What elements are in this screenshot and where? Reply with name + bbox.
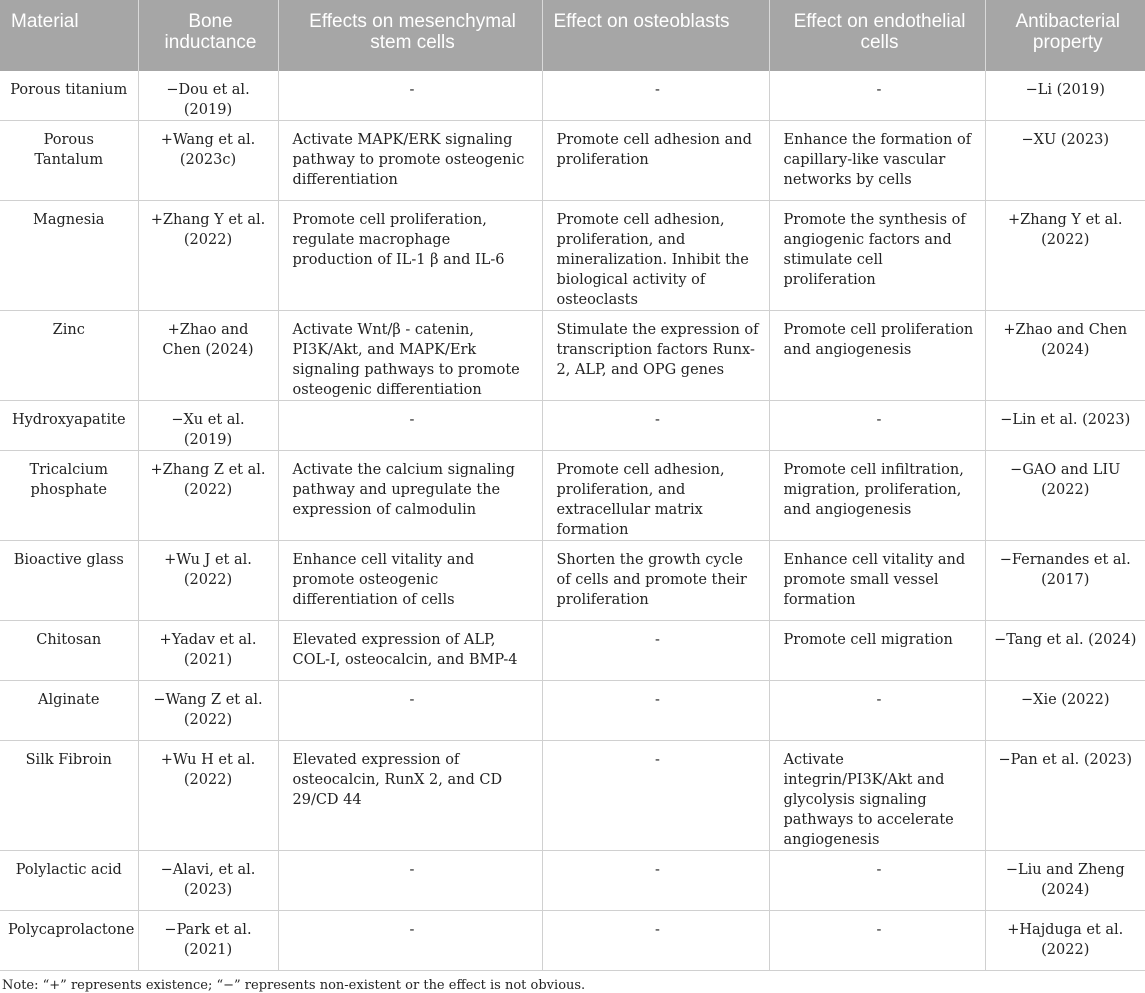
header-bone-inductance: Bone inductance — [138, 0, 278, 71]
endothelial-effect-cell: Promote cell migration — [769, 621, 985, 681]
material-cell: Hydroxyapatite — [0, 401, 138, 451]
msc-effect-cell: - — [278, 401, 542, 451]
bone-inductance-cell: +Yadav et al. (2021) — [138, 621, 278, 681]
header-osteoblasts: Effect on osteoblasts — [542, 0, 769, 71]
osteoblast-effect-cell: Promote cell adhesion, proliferation, and extracellular matrix formation — [542, 451, 769, 541]
table-row — [0, 401, 1145, 451]
antibacterial-cell: +Hajduga et al. (2022) — [985, 911, 1145, 971]
antibacterial-cell: +Zhao and Chen (2024) — [985, 311, 1145, 401]
msc-effect-cell: - — [278, 851, 542, 911]
material-cell: Polycaprolactone — [0, 911, 138, 971]
table-row — [0, 451, 1145, 541]
bone-inductance-cell: +Zhang Y et al. (2022) — [138, 201, 278, 311]
msc-effect-cell: Enhance cell vitality and promote osteogenic differentiation of cells — [278, 541, 542, 621]
table-row — [0, 911, 1145, 971]
endothelial-effect-cell: Promote cell infiltration, migration, proliferation, and angiogenesis — [769, 451, 985, 541]
material-cell: Polylactic acid — [0, 851, 138, 911]
material-cell: Zinc — [0, 311, 138, 401]
table-row — [0, 311, 1145, 401]
bone-inductance-cell: +Wang et al. (2023c) — [138, 121, 278, 201]
table-row — [0, 851, 1145, 911]
table-row — [0, 741, 1145, 851]
osteoblast-effect-cell: - — [542, 911, 769, 971]
antibacterial-cell: −Tang et al. (2024) — [985, 621, 1145, 681]
osteoblast-effect-cell: Stimulate the expression of transcription factors Runx-2, ALP, and OPG genes — [542, 311, 769, 401]
msc-effect-cell: Promote cell proliferation, regulate macrophage production of IL-1 β and IL-6 — [278, 201, 542, 311]
osteoblast-effect-cell: Promote cell adhesion and proliferation — [542, 121, 769, 201]
msc-effect-cell: - — [278, 681, 542, 741]
endothelial-effect-cell: - — [769, 851, 985, 911]
table-row — [0, 121, 1145, 201]
table-row — [0, 541, 1145, 621]
header-msc: Effects on mesenchymal stem cells — [278, 0, 542, 71]
osteoblast-effect-cell: - — [542, 621, 769, 681]
material-cell: Silk Fibroin — [0, 741, 138, 851]
antibacterial-cell: −Lin et al. (2023) — [985, 401, 1145, 451]
table-row — [0, 621, 1145, 681]
material-cell: Alginate — [0, 681, 138, 741]
bone-inductance-cell: +Zhang Z et al. (2022) — [138, 451, 278, 541]
table-body — [0, 71, 1145, 971]
material-cell: Porous titanium — [0, 71, 138, 121]
table-note: Note: “+” represents existence; “−” represents non-existent or the effect is not obvious. — [2, 978, 586, 993]
endothelial-effect-cell: - — [769, 71, 985, 121]
osteoblast-effect-cell: - — [542, 71, 769, 121]
header-material: Material — [0, 0, 138, 71]
osteoblast-effect-cell: - — [542, 741, 769, 851]
header-endothelial: Effect on endothelial cells — [769, 0, 985, 71]
msc-effect-cell: Elevated expression of osteocalcin, RunX 2, and CD 29/CD 44 — [278, 741, 542, 851]
material-cell: Chitosan — [0, 621, 138, 681]
antibacterial-cell: −Fernandes et al. (2017) — [985, 541, 1145, 621]
bone-inductance-cell: −Dou et al. (2019) — [138, 71, 278, 121]
bone-inductance-cell: +Wu H et al. (2022) — [138, 741, 278, 851]
osteoblast-effect-cell: Shorten the growth cycle of cells and promote their proliferation — [542, 541, 769, 621]
endothelial-effect-cell: Enhance cell vitality and promote small vessel formation — [769, 541, 985, 621]
osteoblast-effect-cell: - — [542, 401, 769, 451]
header-antibacterial: Antibacterial property — [985, 0, 1145, 71]
endothelial-effect-cell: Activate integrin/PI3K/Akt and glycolysis signaling pathways to accelerate angiogenesis — [769, 741, 985, 851]
bone-inductance-cell: −Park et al. (2021) — [138, 911, 278, 971]
endothelial-effect-cell: - — [769, 681, 985, 741]
osteoblast-effect-cell: - — [542, 851, 769, 911]
msc-effect-cell: Activate MAPK/ERK signaling pathway to promote osteogenic differentiation — [278, 121, 542, 201]
material-cell: Magnesia — [0, 201, 138, 311]
endothelial-effect-cell: Promote the synthesis of angiogenic factors and stimulate cell proliferation — [769, 201, 985, 311]
antibacterial-cell: −Liu and Zheng (2024) — [985, 851, 1145, 911]
bone-inductance-cell: −Xu et al. (2019) — [138, 401, 278, 451]
msc-effect-cell: - — [278, 71, 542, 121]
osteoblast-effect-cell: Promote cell adhesion, proliferation, and mineralization. Inhibit the biological activity of osteoclasts — [542, 201, 769, 311]
msc-effect-cell: Activate Wnt/β - catenin, PI3K/Akt, and MAPK/Erk signaling pathways to promote osteogenic differentiation — [278, 311, 542, 401]
endothelial-effect-cell: - — [769, 911, 985, 971]
material-cell: Tricalcium phosphate — [0, 451, 138, 541]
antibacterial-cell: +Zhang Y et al. (2022) — [985, 201, 1145, 311]
material-cell: Bioactive glass — [0, 541, 138, 621]
bone-inductance-cell: −Wang Z et al. (2022) — [138, 681, 278, 741]
antibacterial-cell: −Li (2019) — [985, 71, 1145, 121]
msc-effect-cell: Activate the calcium signaling pathway and upregulate the expression of calmodulin — [278, 451, 542, 541]
material-cell: Porous Tantalum — [0, 121, 138, 201]
antibacterial-cell: −Pan et al. (2023) — [985, 741, 1145, 851]
antibacterial-cell: −GAO and LIU (2022) — [985, 451, 1145, 541]
table-row — [0, 71, 1145, 121]
bone-inductance-cell: +Zhao and Chen (2024) — [138, 311, 278, 401]
bone-inductance-cell: +Wu J et al. (2022) — [138, 541, 278, 621]
header-row — [0, 0, 1145, 71]
endothelial-effect-cell: Promote cell proliferation and angiogenesis — [769, 311, 985, 401]
endothelial-effect-cell: - — [769, 401, 985, 451]
endothelial-effect-cell: Enhance the formation of capillary-like vascular networks by cells — [769, 121, 985, 201]
table-row — [0, 201, 1145, 311]
antibacterial-cell: −Xie (2022) — [985, 681, 1145, 741]
antibacterial-cell: −XU (2023) — [985, 121, 1145, 201]
msc-effect-cell: - — [278, 911, 542, 971]
table-row — [0, 681, 1145, 741]
osteoblast-effect-cell: - — [542, 681, 769, 741]
msc-effect-cell: Elevated expression of ALP, COL-I, osteocalcin, and BMP-4 — [278, 621, 542, 681]
bone-inductance-cell: −Alavi, et al. (2023) — [138, 851, 278, 911]
